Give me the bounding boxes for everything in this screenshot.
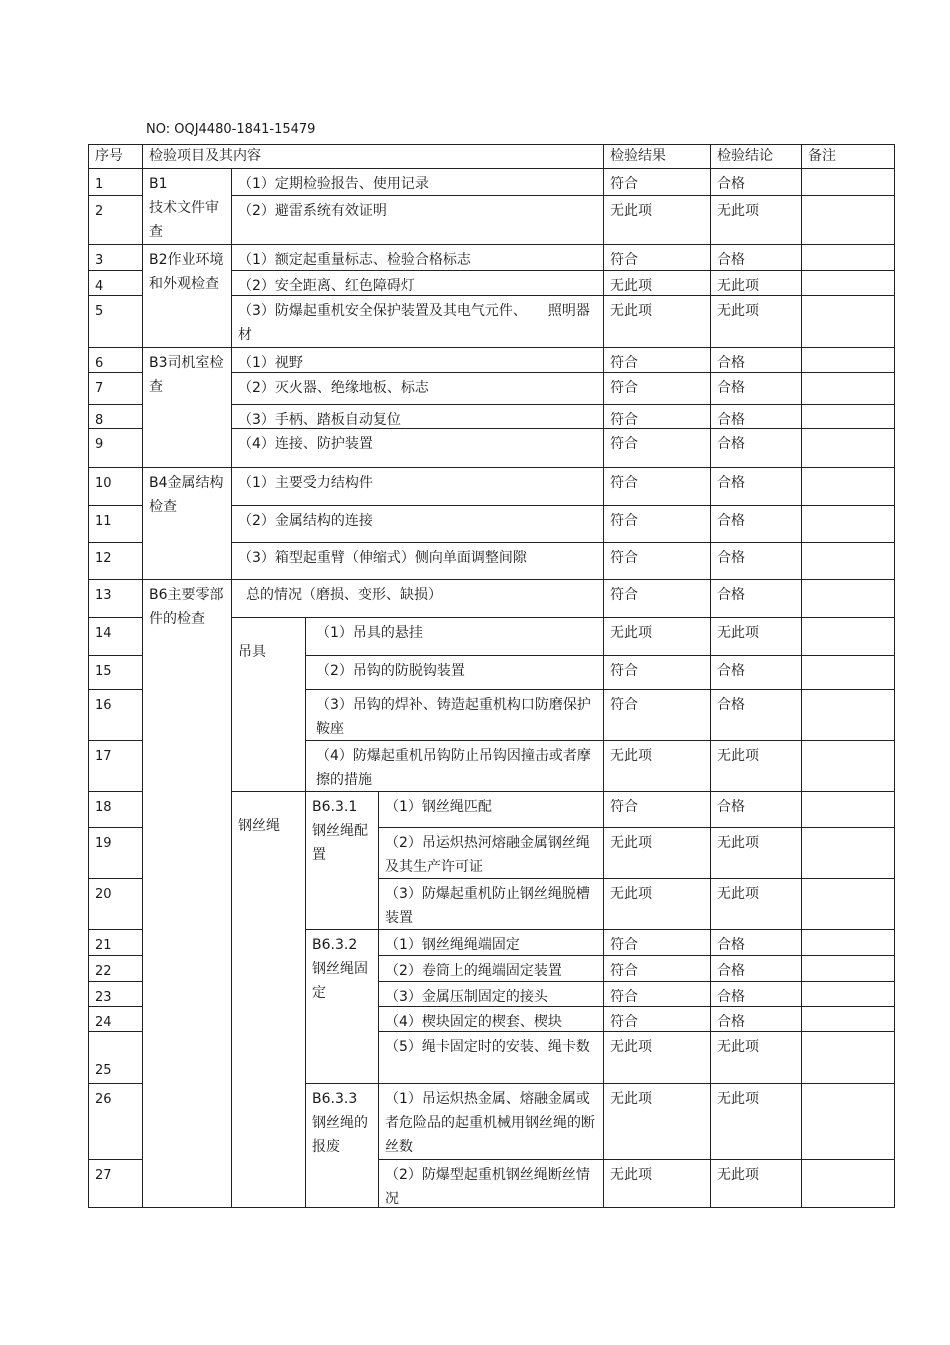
row-result: 符合 <box>603 467 711 506</box>
row-remark <box>801 295 895 348</box>
row-item: （2）灭火器、绝缘地板、标志 <box>231 372 604 405</box>
section-b1: B1 技术文件审查 <box>142 168 232 245</box>
row-number: 15 <box>88 655 143 690</box>
row-remark <box>801 1006 895 1032</box>
row-number: 7 <box>88 372 143 405</box>
row-number: 16 <box>88 689 143 741</box>
row-remark <box>801 168 895 196</box>
row-number: 19 <box>88 827 143 879</box>
row-result: 符合 <box>603 542 711 580</box>
row-result: 符合 <box>603 244 711 271</box>
row-item: （1）视野 <box>231 347 604 373</box>
row-item: （2）吊钩的防脱钩装置 <box>305 655 604 690</box>
row-remark <box>801 1083 895 1160</box>
row-conclusion: 合格 <box>710 244 802 271</box>
row-item: （1）钢丝绳匹配 <box>378 791 604 828</box>
header-item: 检验项目及其内容 <box>142 144 604 169</box>
row-conclusion: 无此项 <box>710 740 802 792</box>
row-result: 符合 <box>603 347 711 373</box>
section-b6: B6主要零部件的检查 <box>142 579 232 1208</box>
row-item: （1）额定起重量标志、检验合格标志 <box>231 244 604 271</box>
row-conclusion: 无此项 <box>710 1083 802 1160</box>
header-remark: 备注 <box>801 144 895 169</box>
row-conclusion: 无此项 <box>710 878 802 930</box>
group-hook: 吊具 <box>231 617 306 792</box>
row-result: 无此项 <box>603 1031 711 1084</box>
row-result: 符合 <box>603 791 711 828</box>
row-conclusion: 合格 <box>710 955 802 982</box>
section-b4: B4金属结构检查 <box>142 467 232 580</box>
row-conclusion: 合格 <box>710 404 802 429</box>
row-item: （1）钢丝绳绳端固定 <box>378 929 604 956</box>
row-result: 符合 <box>603 404 711 429</box>
header-conclusion: 检验结论 <box>710 144 802 169</box>
row-remark <box>801 655 895 690</box>
row-item: （3）吊钩的焊补、铸造起重机构口防磨保护鞍座 <box>305 689 604 741</box>
row-item: （4）防爆起重机吊钩防止吊钩因撞击或者摩擦的措施 <box>305 740 604 792</box>
row-item: （1）主要受力结构件 <box>231 467 604 506</box>
row-number: 5 <box>88 295 143 348</box>
row-result: 符合 <box>603 981 711 1007</box>
row-remark <box>801 1031 895 1084</box>
subgroup-rope-config: B6.3.1 钢丝绳配置 <box>305 791 379 930</box>
row-item: （1）吊运炽热金属、熔融金属或者危险品的起重机械用钢丝绳的断丝数 <box>378 1083 604 1160</box>
row-remark <box>801 981 895 1007</box>
row-conclusion: 合格 <box>710 505 802 543</box>
row-result: 符合 <box>603 372 711 405</box>
row-conclusion: 合格 <box>710 655 802 690</box>
row-result: 无此项 <box>603 878 711 930</box>
row-number: 27 <box>88 1159 143 1208</box>
row-remark <box>801 579 895 618</box>
row-result: 符合 <box>603 579 711 618</box>
row-conclusion: 合格 <box>710 467 802 506</box>
row-number: 12 <box>88 542 143 580</box>
row-remark <box>801 1159 895 1208</box>
row-item: （3）防爆起重机防止钢丝绳脱槽装置 <box>378 878 604 930</box>
row-number: 22 <box>88 955 143 982</box>
row-remark <box>801 617 895 656</box>
row-result: 符合 <box>603 168 711 196</box>
row-number: 6 <box>88 347 143 373</box>
row-conclusion: 合格 <box>710 168 802 196</box>
row-remark <box>801 467 895 506</box>
row-result: 符合 <box>603 655 711 690</box>
row-number: 21 <box>88 929 143 956</box>
row-result: 符合 <box>603 689 711 741</box>
row-remark <box>801 689 895 741</box>
row-remark <box>801 347 895 373</box>
row-result: 无此项 <box>603 827 711 879</box>
row-number: 11 <box>88 505 143 543</box>
row-result: 无此项 <box>603 1159 711 1208</box>
row-conclusion: 无此项 <box>710 195 802 245</box>
subgroup-rope-scrap: B6.3.3 钢丝绳的报废 <box>305 1083 379 1208</box>
row-result: 无此项 <box>603 195 711 245</box>
row-item: （3）箱型起重臂（伸缩式）侧向单面调整间隙 <box>231 542 604 580</box>
row-conclusion: 合格 <box>710 1006 802 1032</box>
group-rope: 钢丝绳 <box>231 791 306 1208</box>
row-number: 17 <box>88 740 143 792</box>
row-result: 无此项 <box>603 1083 711 1160</box>
row-conclusion: 合格 <box>710 372 802 405</box>
row-number: 18 <box>88 791 143 828</box>
row-number: 25 <box>88 1031 143 1084</box>
row-remark <box>801 827 895 879</box>
row-remark <box>801 195 895 245</box>
row-number: 1 <box>88 168 143 196</box>
row-remark <box>801 955 895 982</box>
row-number: 13 <box>88 579 143 618</box>
row-remark <box>801 929 895 956</box>
header-result: 检验结果 <box>603 144 711 169</box>
row-item: （5）绳卡固定时的安装、绳卡数 <box>378 1031 604 1084</box>
row-item: （3）防爆起重机安全保护装置及其电气元件、 照明器材 <box>231 295 604 348</box>
section-b3: B3司机室检查 <box>142 347 232 468</box>
row-number: 3 <box>88 244 143 271</box>
row-conclusion: 合格 <box>710 347 802 373</box>
subgroup-rope-fixing: B6.3.2 钢丝绳固定 <box>305 929 379 1084</box>
row-remark <box>801 542 895 580</box>
row-remark <box>801 791 895 828</box>
row-remark <box>801 505 895 543</box>
row-result: 无此项 <box>603 295 711 348</box>
row-conclusion: 合格 <box>710 579 802 618</box>
row-conclusion: 合格 <box>710 689 802 741</box>
row-conclusion: 合格 <box>710 929 802 956</box>
row-remark <box>801 740 895 792</box>
header-seq: 序号 <box>88 144 143 169</box>
row-item: （2）防爆型起重机钢丝绳断丝情况 <box>378 1159 604 1208</box>
row-remark <box>801 404 895 429</box>
row-remark <box>801 372 895 405</box>
row-number: 4 <box>88 270 143 296</box>
row-number: 2 <box>88 195 143 245</box>
row-conclusion: 无此项 <box>710 1159 802 1208</box>
row-number: 9 <box>88 428 143 468</box>
row-conclusion: 无此项 <box>710 827 802 879</box>
row-conclusion: 合格 <box>710 542 802 580</box>
row-conclusion: 无此项 <box>710 1031 802 1084</box>
document-number: NO: OQJ4480-1841-15479 <box>146 122 316 137</box>
row-conclusion: 合格 <box>710 981 802 1007</box>
row-number: 26 <box>88 1083 143 1160</box>
row-item: （2）卷筒上的绳端固定装置 <box>378 955 604 982</box>
row-conclusion: 无此项 <box>710 295 802 348</box>
row-item: 总的情况（磨损、变形、缺损） <box>231 579 604 618</box>
row-conclusion: 无此项 <box>710 617 802 656</box>
row-result: 无此项 <box>603 617 711 656</box>
row-item: （4）连接、防护装置 <box>231 428 604 468</box>
section-b2: B2作业环境和外观检查 <box>142 244 232 348</box>
row-result: 符合 <box>603 505 711 543</box>
row-item: （2）避雷系统有效证明 <box>231 195 604 245</box>
row-item: （2）安全距离、红色障碍灯 <box>231 270 604 296</box>
row-item: （2）金属结构的连接 <box>231 505 604 543</box>
row-item: （1）吊具的悬挂 <box>305 617 604 656</box>
row-item: （2）吊运炽热河熔融金属钢丝绳及其生产许可证 <box>378 827 604 879</box>
row-number: 10 <box>88 467 143 506</box>
row-item: （4）楔块固定的楔套、楔块 <box>378 1006 604 1032</box>
row-item: （3）金属压制固定的接头 <box>378 981 604 1007</box>
row-remark <box>801 428 895 468</box>
row-conclusion: 合格 <box>710 428 802 468</box>
row-result: 符合 <box>603 955 711 982</box>
row-result: 符合 <box>603 929 711 956</box>
row-item: （1）定期检验报告、使用记录 <box>231 168 604 196</box>
row-result: 无此项 <box>603 270 711 296</box>
row-remark <box>801 270 895 296</box>
row-number: 24 <box>88 1006 143 1032</box>
row-number: 8 <box>88 404 143 429</box>
row-conclusion: 无此项 <box>710 270 802 296</box>
row-number: 23 <box>88 981 143 1007</box>
row-item: （3）手柄、踏板自动复位 <box>231 404 604 429</box>
row-conclusion: 合格 <box>710 791 802 828</box>
row-number: 14 <box>88 617 143 656</box>
row-remark <box>801 878 895 930</box>
row-result: 无此项 <box>603 740 711 792</box>
row-remark <box>801 244 895 271</box>
row-result: 符合 <box>603 428 711 468</box>
row-result: 符合 <box>603 1006 711 1032</box>
row-number: 20 <box>88 878 143 930</box>
